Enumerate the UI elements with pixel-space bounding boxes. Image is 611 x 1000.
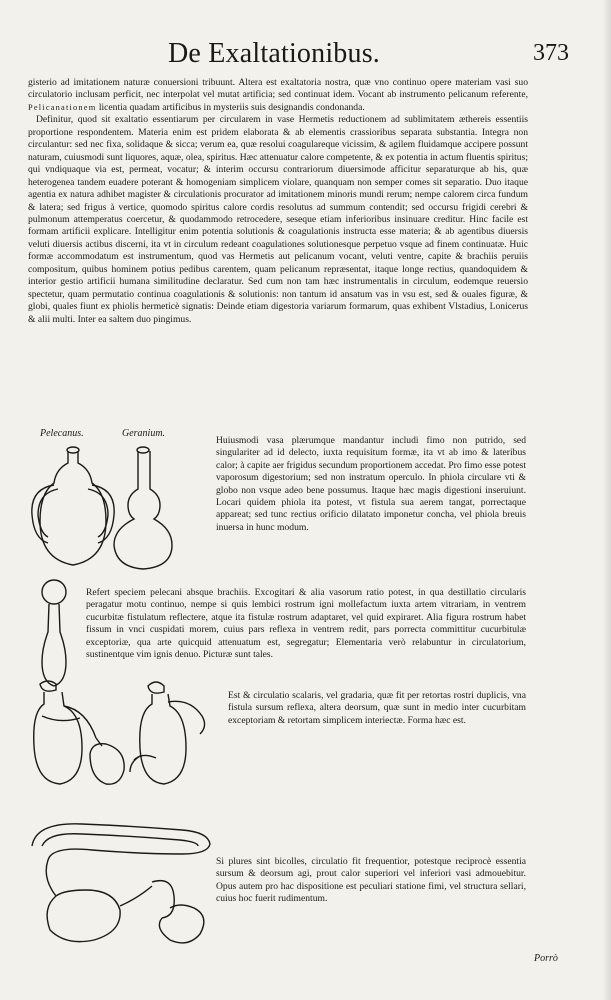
page-edge-shadow — [603, 0, 611, 1000]
bicolles-vessel-illustration — [22, 816, 222, 948]
side-paragraph-2: Refert speciem pelecani absque brachiis. Excogitari & alia vasorum ratio potest, in qua destillatio circularis peragatur motu continuo, nempe si quis lembici rostrum igni mollefactum iuxta artem vitrariam, in ventrem cucurbitæ fistulatum reflectere, atque ita fistulæ rostrum adaptaret, vel quid expiraret. Alia figura rostrum habet fissum in vnci cuspidati morem, cuius pars reflexa in ventrem redit, pars porrecta committitur cucurbitulæ exceptoriæ, qua arte quicquid attenuatum est, segregatur; Elementaria verò relabuntur in circulatorium, sustinentque vim ignis denuo. Picturæ sunt tales. — [86, 587, 526, 661]
circulatory-alembic-illustration-right — [128, 676, 212, 790]
page-header — [0, 34, 611, 68]
pelican-vessel-illustration — [30, 445, 116, 573]
paragraph-1-text: gisterio ad imitationem naturæ conuersioni tribuunt. Altera est exaltatoria nostra, quæ vno continuo opere materiam vasi suo circulatorio inclusam perficit, nec interpolat vel mutat artificia; sed continuat idem. Vocant ab instrumento pelicanum referente, — [28, 77, 528, 101]
figure-label-geranium: Geranium. — [122, 428, 166, 439]
figure-labels — [40, 428, 200, 442]
paragraph-1 — [28, 77, 528, 114]
running-title: De Exaltationibus. — [168, 38, 381, 69]
main-text — [28, 77, 528, 326]
paragraph-1-text-end: licentia quadam artificibus in mysteriis suis designandis condonanda. — [96, 101, 365, 113]
page-number: 373 — [533, 40, 569, 66]
figure-label-pelecanus: Pelecanus. — [40, 428, 84, 439]
circulatory-alembic-illustration-left — [30, 676, 130, 790]
geranium-vessel-illustration — [110, 445, 180, 573]
side-paragraph-1: Huiusmodi vasa plærumque mandantur includi fimo non putrido, sed singulariter ad id delecto, iuxta requisitum formæ, ita vt ab imo & lateribus calor; à capite aer frigidus secundum proportionem accedat. Pro fimo esse potest vaporosum digestorium; sed non instratum operculo. In phiola circulare vti & globo non vsque adeo bene possumus. Itaque hæc magis digestioni inseruiunt. Locari quidem phiola ita potest, vt fistula sua aerem tangat, porrectaque appareat; sed tunc rectius orificio dilatato imponetur concha, vel phiola breuis inuersa in hunc modum. — [216, 435, 526, 533]
catchword: Porrò — [534, 953, 558, 964]
phiola-vessel-illustration — [34, 578, 74, 690]
side-paragraph-4: Si plures sint bicolles, circulatio fit frequentior, potestque reciprocè essentia sursum & deorsum agi, prout calor superiori vel inferiori vasi admouebitur. Opus autem pro hac dispositione est peculiari statione fimi, vel structura sellari, cuius hoc fuerit rudimentum. — [216, 856, 526, 905]
paragraph-1-smallcaps: Pelicanationem — [28, 102, 97, 112]
paragraph-2: Definitur, quod sit exaltatio essentiarum per circularem in vase Hermetis reductionem ad sublimitatem æthereis essentiis proportione respondentem. Materia enim est pridem elaborata & ab elementis crassioribus separata substantia. Integra non circulantur: sed nec fixa, solidaque & sicca; verum ea, quæ resolui coagulareque vicissim, & agilem fluidamque accipere possunt naturam, cuiusmodi sunt liquores, aquæ, olea, spiritus. Hæc attenuatur calore competente, & ex potentia in actum fluentis spiritus; qui vndiquaque via est, permeat, vocatur; & interim occursu contrariorum diuersimode afficitur separaturque ab his, quæ heterogenea tandem euadere poterant & homogeniam simplicem violare, quanquam non semper comes sit separatio. Duo itaque agentia ex natura adhibet magister & circulationis procurator ad imitationem minoris mundi rerum; nempe calorem circa fundum & latera; sed frigus à vertice, quomodo spiritus calore cordis resolutus ad summum contendit; sed occursu frigidi cerebri & pulmonum attemperatus coercetur, & quodammodo retrocedere, seseque etiam inferioribus insinuare creditur. Hinc facile est formam artificii explicare. Intelligitur enim potentia solutionis & coagulationis instructa esse materia; & ab agentibus diuersis veluti diuersis actibus discerni, ita vt in circulum redeant coagulationes solutionesque perpetuo vsque ad finem continuatæ. Huic formæ accommodatum est instrumentum, quod vas Hermetis aut pelicanum vocant, veluti ventre, capite & brachiis peruiis compositum, quibus hominem potius pedibus carentem, quam pelicanum repræsentat, itaque longe rectius, quandoquidem & interior gestio artificii humana similitudine declaratur. Sed cum non tam hæc instrumentalis in circulum, eodemque reuersio spectetur, quam permutatio continua coagulationis & solutionis: non tantum id ansatum vas in vsu est, sed & ouales figuræ, & globi, quales fiunt ex phiolis hermeticè signatis: Deinde etiam digestoria variarum formarum, quas exhibent Vlstadius, Lonicerus & alii multi. Inter ea saltem duo pingimus. — [28, 114, 528, 325]
side-paragraph-3: Est & circulatio scalaris, vel gradaria, quæ fit per retortas rostri duplicis, vna fistula sursum reflexa, altera deorsum, quæ sunt in medio inter cucurbitam exceptoriam & retortam simplicem interiectæ. Forma hæc est. — [228, 690, 526, 726]
